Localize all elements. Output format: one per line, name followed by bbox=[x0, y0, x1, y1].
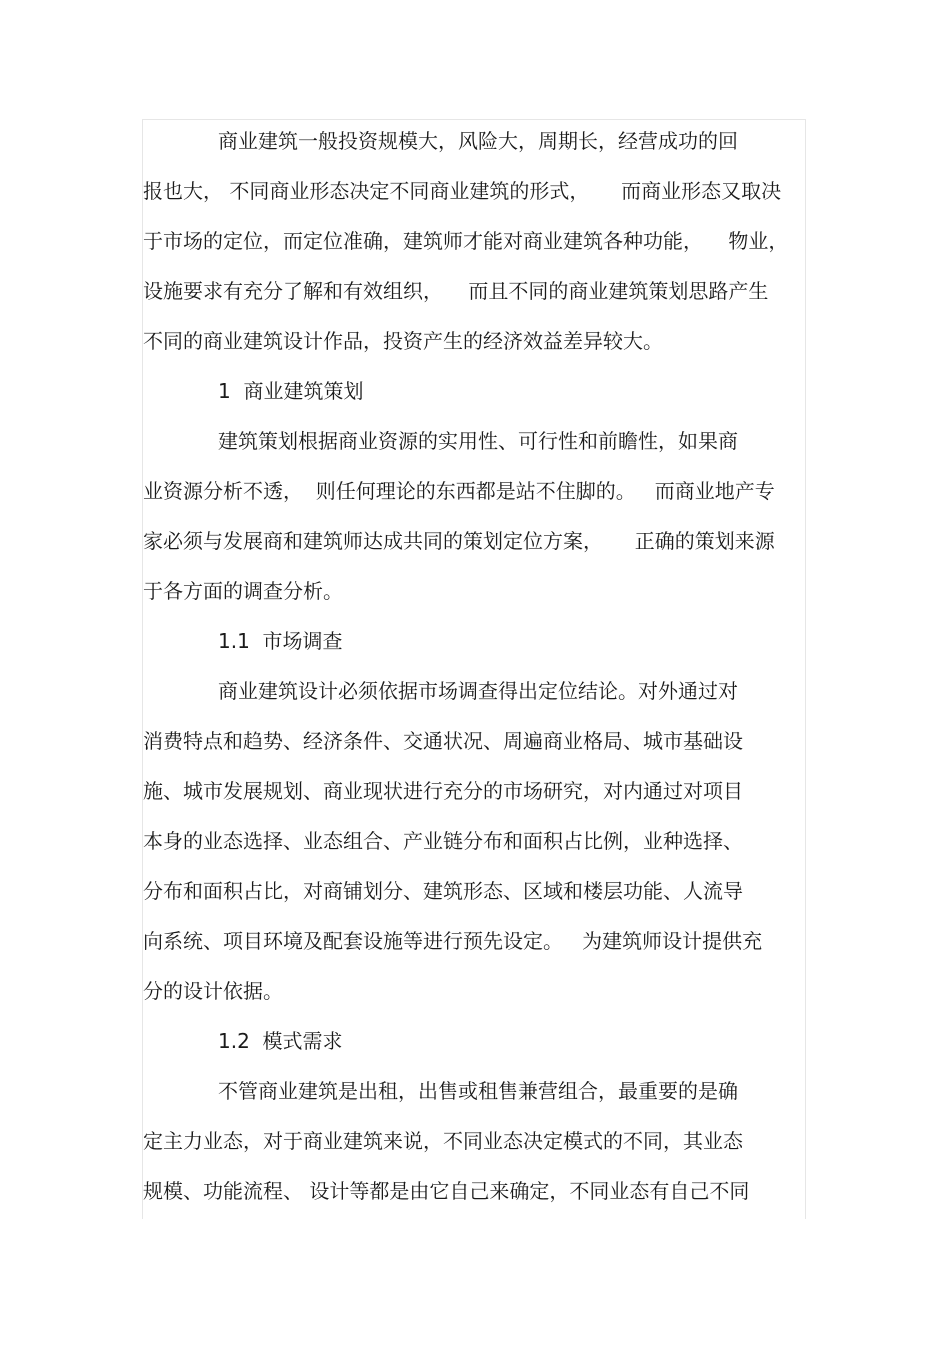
paragraph-3-line-7: 分的设计依据。 bbox=[143, 979, 283, 1003]
paragraph-1-line-4: 设施要求有充分了解和有效组织， 而且不同的商业建筑策划思路产生 bbox=[143, 279, 769, 303]
paragraph-1-line-5: 不同的商业建筑设计作品，投资产生的经济效益差异较大。 bbox=[143, 329, 663, 353]
section-heading-1-1: 1.1 市场调查 bbox=[218, 629, 343, 653]
paragraph-3-line-1: 商业建筑设计必须依据市场调查得出定位结论。对外通过对 bbox=[218, 679, 738, 703]
paragraph-3-line-4: 本身的业态选择、业态组合、产业链分布和面积占比例，业种选择、 bbox=[143, 829, 743, 853]
paragraph-1-line-3: 于市场的定位，而定位准确，建筑师才能对商业建筑各种功能， 物业， bbox=[143, 229, 789, 253]
paragraph-4-line-1: 不管商业建筑是出租，出售或租售兼营组合，最重要的是确 bbox=[218, 1079, 738, 1103]
paragraph-2-line-1: 建筑策划根据商业资源的实用性、可行性和前瞻性，如果商 bbox=[218, 429, 738, 453]
paragraph-2-line-4: 于各方面的调查分析。 bbox=[143, 579, 343, 603]
section-heading-1-2: 1.2 模式需求 bbox=[218, 1029, 343, 1053]
paragraph-4-line-3: 规模、功能流程、 设计等都是由它自己来确定，不同业态有自己不同 bbox=[143, 1179, 750, 1203]
paragraph-1-line-1: 商业建筑一般投资规模大，风险大，周期长，经营成功的回 bbox=[218, 129, 738, 153]
paragraph-2-line-2: 业资源分析不透， 则任何理论的东西都是站不住脚的。 而商业地产专 bbox=[143, 479, 775, 503]
paragraph-2-line-3: 家必须与发展商和建筑师达成共同的策划定位方案， 正确的策划来源 bbox=[143, 529, 775, 553]
paragraph-1-line-2: 报也大， 不同商业形态决定不同商业建筑的形式， 而商业形态又取决 bbox=[143, 179, 782, 203]
section-heading-1: 1 商业建筑策划 bbox=[218, 379, 364, 403]
paragraph-3-line-3: 施、城市发展规划、商业现状进行充分的市场研究，对内通过对项目 bbox=[143, 779, 743, 803]
paragraph-3-line-2: 消费特点和趋势、经济条件、交通状况、周遍商业格局、城市基础设 bbox=[143, 729, 743, 753]
paragraph-4-line-2: 定主力业态，对于商业建筑来说，不同业态决定模式的不同，其业态 bbox=[143, 1129, 743, 1153]
paragraph-3-line-6: 向系统、项目环境及配套设施等进行预先设定。 为建筑师设计提供充 bbox=[143, 929, 763, 953]
paragraph-3-line-5: 分布和面积占比，对商铺划分、建筑形态、区域和楼层功能、人流导 bbox=[143, 879, 743, 903]
